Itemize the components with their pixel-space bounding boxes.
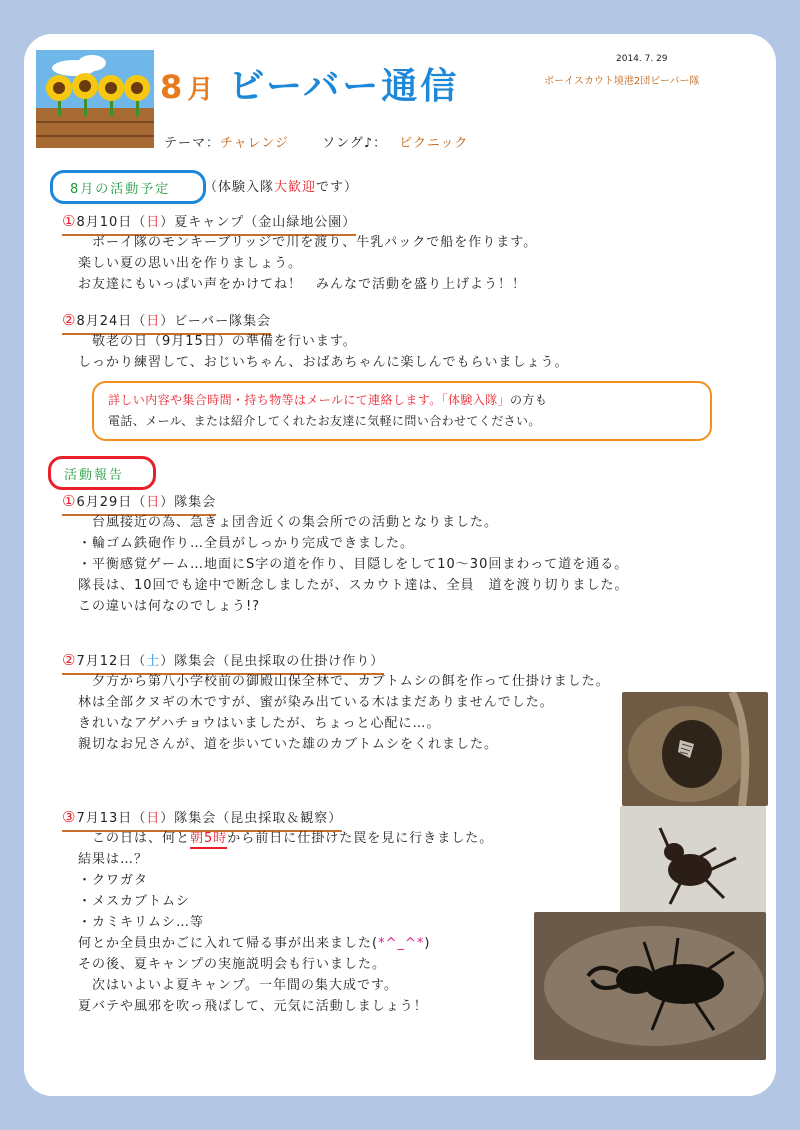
event-day: 土 bbox=[146, 654, 161, 669]
line-post: から前日に仕掛けた罠を見に行きました。 bbox=[227, 831, 494, 846]
body-line: きれいなアゲハチョウはいましたが、ちょっと心配に…。 bbox=[78, 716, 441, 731]
body-line: ・クワガタ bbox=[78, 873, 149, 888]
song-label: ソング♪： bbox=[322, 136, 388, 151]
event-date: 8月24日（ bbox=[76, 314, 147, 329]
rhinoceros-beetle-photo bbox=[620, 806, 766, 914]
theme-value: チャレンジ bbox=[220, 136, 289, 151]
body-line: ・カミキリムシ…等 bbox=[78, 915, 205, 930]
schedule-note-post: です） bbox=[316, 180, 359, 195]
body-line: 夏バテや風邪を吹っ飛ばして、元気に活動しましょう！ bbox=[78, 999, 428, 1014]
schedule-note-em: 大歓迎 bbox=[274, 180, 317, 195]
line-pre: この日は、何と bbox=[78, 831, 191, 846]
schedule-event-2-body bbox=[78, 331, 569, 373]
event-date: 7月13日（ bbox=[76, 811, 147, 826]
event-name: ）夏キャンプ（金山緑地公園） bbox=[160, 215, 357, 230]
title-month: 8 bbox=[160, 68, 183, 106]
schedule-note-pre: （体験入隊 bbox=[204, 180, 275, 195]
title-month-unit: 月 bbox=[187, 75, 214, 105]
body-line: その後、夏キャンプの実施説明会も行いました。 bbox=[78, 957, 387, 972]
organization-name: ボーイスカウト境港2団ビーバー隊 bbox=[544, 76, 700, 87]
title-block bbox=[160, 58, 459, 109]
schedule-event-1-body bbox=[78, 232, 537, 295]
line-emphasis: 朝5時 bbox=[190, 831, 227, 849]
issue-date: 2014. 7. 29 bbox=[616, 54, 668, 64]
body-line: 林は全部クヌギの木ですが、蜜が染み出ている木はまだありませんでした。 bbox=[78, 695, 554, 710]
event-number: ② bbox=[62, 311, 77, 329]
stag-beetle-photo bbox=[534, 912, 766, 1060]
event-number: ① bbox=[62, 212, 77, 230]
event-name: ）隊集会（昆虫採取の仕掛け作り） bbox=[160, 654, 385, 669]
event-day: 日 bbox=[146, 811, 161, 826]
event-name: ）隊集会 bbox=[160, 495, 217, 510]
event-number: ③ bbox=[62, 808, 77, 826]
report-event-2-body bbox=[78, 671, 610, 755]
body-line: ・メスカブトムシ bbox=[78, 894, 191, 909]
body-line: お友達にもいっぱい声をかけてね！ みんなで活動を盛り上げよう！！ bbox=[78, 277, 527, 292]
body-line: 親切なお兄さんが、道を歩いていた雄のカブトムシをくれました。 bbox=[78, 737, 499, 752]
body-line bbox=[78, 828, 493, 849]
notice-text bbox=[108, 390, 547, 432]
sunflower-illustration bbox=[36, 50, 154, 148]
line-pre: 何とか全員虫かごに入れて帰る事が出来ました( bbox=[78, 936, 379, 951]
schedule-heading: 8月の活動予定 bbox=[70, 182, 171, 197]
newsletter-sheet bbox=[24, 34, 776, 1096]
body-line: 敬老の日（9月15日）の準備を行います。 bbox=[78, 334, 357, 349]
notice-highlight: 詳しい内容や集合時間・持ち物等はメールにて連絡します。「体験入隊」 bbox=[108, 393, 511, 407]
event-number: ① bbox=[62, 492, 77, 510]
body-line: 結果は…？ bbox=[78, 852, 149, 867]
schedule-note bbox=[204, 177, 358, 198]
event-day: 日 bbox=[146, 314, 161, 329]
body-line: 台風接近の為、急きょ団舎近くの集会所での活動となりました。 bbox=[78, 515, 499, 530]
event-name: ）ビーバー隊集会 bbox=[160, 314, 272, 329]
event-date: 6月29日（ bbox=[76, 495, 147, 510]
body-line bbox=[78, 933, 493, 954]
line-post: ) bbox=[424, 936, 431, 951]
body-line: ・平衡感覚ゲーム…地面にS字の道を作り、目隠しをして10～30回まわって道を通る。 bbox=[78, 557, 629, 572]
event-day: 日 bbox=[146, 495, 161, 510]
body-line: ・輪ゴム鉄砲作り…全員がしっかり完成できました。 bbox=[78, 536, 415, 551]
report-event-3-body bbox=[78, 828, 493, 1017]
title-text: ビーバー通信 bbox=[228, 66, 460, 107]
body-line: 隊長は、10回でも途中で断念しましたが、スカウト達は、全員 道を渡り切りました。 bbox=[78, 578, 629, 593]
body-line: 夕方から第八小学校前の御殿山保全林で、カブトムシの餌を作って仕掛けました。 bbox=[78, 674, 610, 689]
tree-bark-photo bbox=[622, 692, 768, 806]
notice-rest: の方も bbox=[510, 393, 548, 407]
report-heading: 活動報告 bbox=[64, 468, 125, 483]
theme-label: テーマ： bbox=[164, 136, 221, 151]
body-line: しっかり練習して、おじいちゃん、おばあちゃんに楽しんでもらいましょう。 bbox=[78, 355, 569, 370]
report-event-1-body bbox=[78, 512, 629, 617]
event-day: 日 bbox=[146, 215, 161, 230]
smiley-emoticon: *^_^* bbox=[378, 936, 425, 951]
event-number: ② bbox=[62, 651, 77, 669]
event-date: 7月12日（ bbox=[76, 654, 147, 669]
body-line: この違いは何なのでしょう!? bbox=[78, 599, 261, 614]
body-line: ボーイ隊のモンキーブリッジで川を渡り、牛乳パックで船を作ります。 bbox=[78, 235, 538, 250]
body-line: 楽しい夏の思い出を作りましょう。 bbox=[78, 256, 303, 271]
notice-line2: 電話、メール、または紹介してくれたお友達に気軽に問い合わせてください。 bbox=[108, 414, 541, 428]
body-line: 次はいよいよ夏キャンプ。一年間の集大成です。 bbox=[78, 978, 398, 993]
event-name: ）隊集会（昆虫採取＆観察） bbox=[160, 811, 343, 826]
event-date: 8月10日（ bbox=[76, 215, 147, 230]
song-value: ピクニック bbox=[399, 136, 469, 151]
theme-line bbox=[164, 133, 468, 154]
